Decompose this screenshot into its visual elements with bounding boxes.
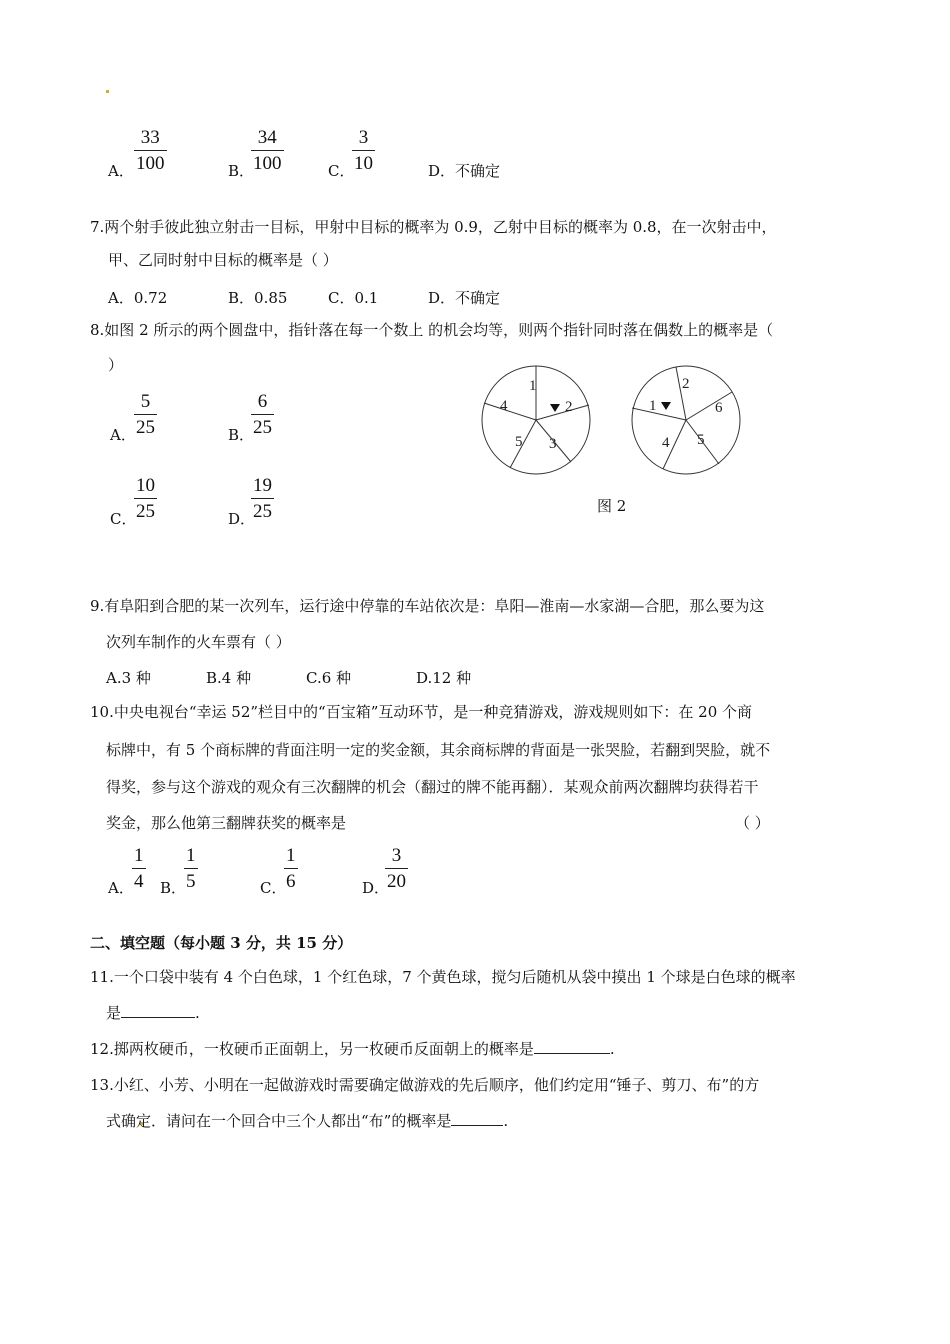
numerator: 5 <box>140 391 151 412</box>
q11-line-1: 11.一个口袋中装有 4 个白色球，1 个红色球，7 个黄色球，搅匀后随机从袋中摸出 1 个球是白色球的概率 <box>90 968 796 986</box>
q10-line-4: 奖金，那么他第三翻牌获奖的概率是 <box>106 814 347 832</box>
pointer-arrow-icon <box>661 402 671 410</box>
disc-2-number: 5 <box>697 432 705 448</box>
denominator: 25 <box>136 501 155 522</box>
denominator: 25 <box>253 417 272 438</box>
denominator: 100 <box>253 153 282 174</box>
fraction-option-b <box>251 128 284 173</box>
disc-2-divider <box>632 408 686 420</box>
q11-suffix: . <box>195 1004 200 1022</box>
numerator: 1 <box>186 845 196 866</box>
scan-dot <box>106 90 109 93</box>
fraction-q10-option-d <box>385 846 408 891</box>
q9-line-1: 9.有阜阳到合肥的某一次列车，运行途中停靠的车站依次是：阜阳—淮南—水家湖—合肥，那么要为这 <box>90 597 765 615</box>
q10-option-b-label: B． <box>160 879 187 897</box>
q9-option-b: B.4 种 <box>206 669 252 687</box>
answer-paren: （ ） <box>735 814 770 832</box>
option-d: D．不确定 <box>428 162 501 180</box>
disc-1-number: 1 <box>529 378 537 394</box>
denominator: 20 <box>387 871 406 892</box>
numerator: 1 <box>286 845 296 866</box>
fraction-q10-option-b <box>184 846 198 891</box>
q7-line-2: 甲、乙同时射中目标的概率是（ ） <box>108 251 338 269</box>
option-c-label: C． <box>328 162 355 180</box>
disc-1-number: 5 <box>515 434 523 450</box>
q10-line-1: 10.中央电视台“幸运 52”栏目中的“百宝箱”互动环节，是一种竞猜游戏，游戏规则如下：在 20 个商 <box>90 703 753 721</box>
spinner-disc-1 <box>482 366 590 474</box>
disc-1-number: 4 <box>500 398 508 414</box>
q11-prefix: 是 <box>106 1004 122 1022</box>
disc-1-divider <box>484 403 536 420</box>
q7-option-a: A．0.72 <box>108 289 168 307</box>
q7-option-b: B．0.85 <box>228 289 288 307</box>
q10-line-3: 得奖，参与这个游戏的观众有三次翻牌的机会（翻过的牌不能再翻）．某观众前两次翻牌均获得若干 <box>106 778 759 796</box>
q10-option-d-label: D． <box>362 879 390 897</box>
q13-prefix: 式确定．请问在一个回合中三个人都出“布”的概率是 <box>106 1112 452 1130</box>
q11-line-2 <box>106 1003 200 1023</box>
q9-option-c: C.6 种 <box>306 669 352 687</box>
disc-2-divider <box>676 367 686 420</box>
q13-suffix: . <box>503 1112 509 1130</box>
disc-1-divider <box>510 420 536 468</box>
disc-1-number: 3 <box>549 436 557 452</box>
q8-line-1: 8.如图 2 所示的两个圆盘中，指针落在每一个数上 的机会均等，则两个指针同时落在偶数上的概率是（ <box>90 321 774 339</box>
q7-line-1: 7.两个射手彼此独立射击一目标，甲射中目标的概率为 0.9，乙射中目标的概率为 0.8，在一次射击中， <box>90 218 777 236</box>
numerator: 10 <box>136 475 155 496</box>
fraction-option-a <box>134 128 167 173</box>
question-12 <box>90 1039 615 1059</box>
answer-blank[interactable] <box>451 1111 503 1126</box>
q7-option-c: C．0.1 <box>328 289 379 307</box>
section-heading: 二、填空题（每小题 3 分，共 15 分） <box>90 934 353 952</box>
numerator: 19 <box>253 475 272 496</box>
figure-2-spinners <box>470 360 750 480</box>
q13-line-2 <box>106 1111 508 1131</box>
answer-blank[interactable] <box>121 1003 195 1018</box>
q8-option-b-label: B． <box>228 426 255 444</box>
disc-2-number: 2 <box>682 376 690 392</box>
disc-1-divider <box>536 405 589 420</box>
denominator: 6 <box>286 871 296 892</box>
pointer-arrow-icon <box>550 404 560 412</box>
denominator: 5 <box>186 871 196 892</box>
numerator: 1 <box>134 845 144 866</box>
q7-option-d: D．不确定 <box>428 289 501 307</box>
denominator: 4 <box>134 871 144 892</box>
q8-option-a-label: A． <box>110 426 136 444</box>
option-b-label: B． <box>228 162 255 180</box>
disc-2-divider <box>686 392 732 420</box>
fraction-q10-option-c <box>284 846 298 891</box>
q12-prefix: 12.掷两枚硬币，一枚硬币正面朝上，另一枚硬币反面朝上的概率是 <box>90 1040 534 1058</box>
q9-option-d: D.12 种 <box>416 669 472 687</box>
denominator: 100 <box>136 153 165 174</box>
fraction-q8-option-c <box>134 476 157 521</box>
fraction-q10-option-a <box>132 846 146 891</box>
fraction-q8-option-b <box>251 392 274 437</box>
denominator: 25 <box>136 417 155 438</box>
q8-line-2: ） <box>108 356 124 374</box>
spinner-disc-2 <box>632 366 740 474</box>
q10-line-2: 标牌中，有 5 个商标牌的背面注明一定的奖金额，其余商标牌的背面是一张哭脸，若翻到哭脸，就不 <box>106 741 771 759</box>
denominator: 25 <box>253 501 272 522</box>
q9-line-2: 次列车制作的火车票有（ ） <box>106 633 291 651</box>
option-a-label: A． <box>108 162 134 180</box>
fraction-option-c <box>352 128 375 173</box>
numerator: 3 <box>358 127 369 148</box>
numerator: 3 <box>391 845 402 866</box>
q9-option-a: A.3 种 <box>106 669 151 687</box>
answer-blank[interactable] <box>534 1039 610 1054</box>
q8-option-c-label: C． <box>110 510 137 528</box>
q8-option-d-label: D． <box>228 510 256 528</box>
numerator: 33 <box>140 127 160 148</box>
denominator: 10 <box>354 153 373 174</box>
numerator: 6 <box>257 391 268 412</box>
fraction-q8-option-d <box>251 476 274 521</box>
q12-suffix: . <box>609 1040 615 1058</box>
q10-option-a-label: A． <box>108 879 134 897</box>
disc-2-number: 6 <box>715 400 723 416</box>
numerator: 34 <box>257 127 277 148</box>
disc-2-number: 4 <box>662 435 670 451</box>
fraction-q8-option-a <box>134 392 157 437</box>
disc-2-number: 1 <box>649 398 657 414</box>
q10-option-c-label: C． <box>260 879 287 897</box>
figure-caption: 图 2 <box>597 497 627 515</box>
disc-1-number: 2 <box>565 399 573 415</box>
q13-line-1: 13.小红、小芳、小明在一起做游戏时需要确定做游戏的先后顺序，他们约定用“锤子、剪刀、布”的方 <box>90 1076 760 1094</box>
